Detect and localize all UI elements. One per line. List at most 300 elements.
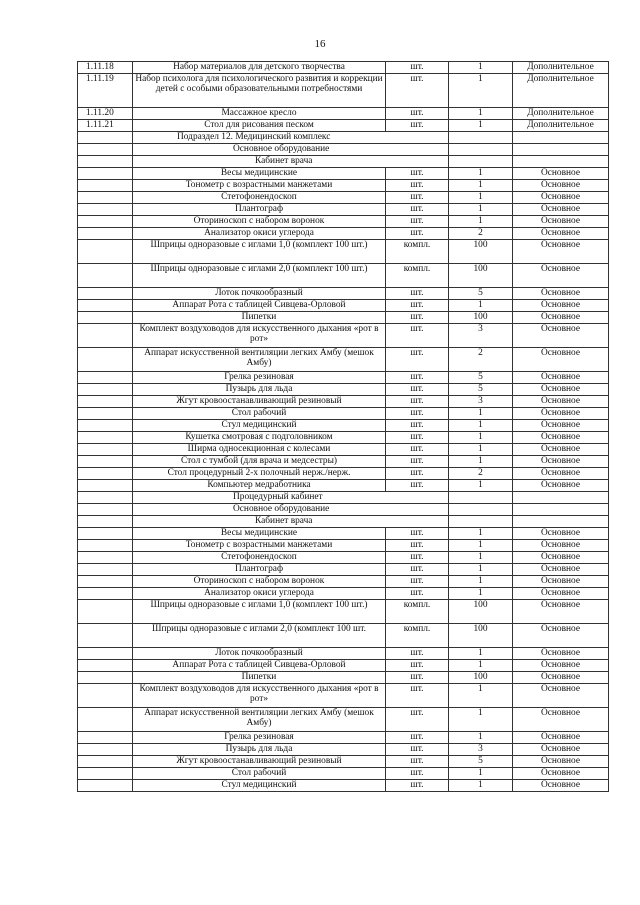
- table-row: [78, 228, 609, 240]
- item-unit: шт.: [386, 708, 449, 732]
- item-number: 1.11.20: [78, 108, 133, 120]
- table-row: [78, 768, 609, 780]
- item-name: Аппарат Рота с таблицей Сивцева-Орловой: [133, 660, 386, 672]
- table-row: [78, 648, 609, 660]
- item-quantity: 1: [449, 74, 513, 108]
- item-unit: шт.: [386, 480, 449, 492]
- empty-quantity-cell: [449, 144, 513, 156]
- item-unit: шт.: [386, 552, 449, 564]
- table-row: [78, 732, 609, 744]
- table-row: [78, 468, 609, 480]
- empty-type-cell: [513, 156, 609, 168]
- table-row: [78, 432, 609, 444]
- item-quantity: 1: [449, 408, 513, 420]
- item-quantity: 1: [449, 62, 513, 74]
- table-row: [78, 528, 609, 540]
- subsection-title: Основное оборудование: [133, 144, 449, 156]
- equipment-table-body: [78, 62, 609, 792]
- item-type: Основное: [513, 384, 609, 396]
- item-quantity: 1: [449, 648, 513, 660]
- table-row: [78, 312, 609, 324]
- item-quantity: 5: [449, 372, 513, 384]
- item-number: [78, 528, 133, 540]
- empty-type-cell: [513, 516, 609, 528]
- item-quantity: 1: [449, 420, 513, 432]
- item-quantity: 100: [449, 312, 513, 324]
- item-type: Основное: [513, 264, 609, 288]
- item-number: 1.11.21: [78, 120, 133, 132]
- table-row: [78, 348, 609, 372]
- item-number: [78, 432, 133, 444]
- item-unit: шт.: [386, 216, 449, 228]
- item-quantity: 1: [449, 180, 513, 192]
- item-quantity: 1: [449, 300, 513, 312]
- item-type: Основное: [513, 216, 609, 228]
- item-quantity: 1: [449, 552, 513, 564]
- item-unit: шт.: [386, 324, 449, 348]
- item-quantity: 5: [449, 384, 513, 396]
- item-type: Основное: [513, 396, 609, 408]
- subsection-title: Процедурный кабинет: [133, 492, 449, 504]
- item-number: [78, 180, 133, 192]
- item-unit: компл.: [386, 240, 449, 264]
- item-type: Основное: [513, 684, 609, 708]
- item-type: Основное: [513, 288, 609, 300]
- item-unit: шт.: [386, 684, 449, 708]
- table-row: [78, 180, 609, 192]
- empty-quantity-cell: [449, 156, 513, 168]
- item-name: Весы медицинские: [133, 168, 386, 180]
- table-row: [78, 744, 609, 756]
- table-row: [78, 62, 609, 74]
- table-row: [78, 216, 609, 228]
- item-unit: шт.: [386, 348, 449, 372]
- item-name: Стул медицинский: [133, 780, 386, 792]
- item-type: Основное: [513, 768, 609, 780]
- item-number: [78, 312, 133, 324]
- item-quantity: 1: [449, 732, 513, 744]
- item-number: [78, 780, 133, 792]
- empty-quantity-cell: [449, 132, 513, 144]
- empty-number-cell: [78, 144, 133, 156]
- item-unit: шт.: [386, 108, 449, 120]
- item-quantity: 1: [449, 768, 513, 780]
- item-name: Плантограф: [133, 564, 386, 576]
- item-name: Анализатор окиси углерода: [133, 228, 386, 240]
- table-row: [78, 408, 609, 420]
- item-number: [78, 756, 133, 768]
- item-number: [78, 600, 133, 624]
- item-number: [78, 444, 133, 456]
- item-type: Основное: [513, 300, 609, 312]
- group-title: Кабинет врача: [133, 516, 449, 528]
- item-name: Грелка резиновая: [133, 732, 386, 744]
- item-quantity: 1: [449, 444, 513, 456]
- table-row: [78, 396, 609, 408]
- item-name: Анализатор окиси углерода: [133, 588, 386, 600]
- item-name: Пипетки: [133, 672, 386, 684]
- item-name: Жгут кровоостанавливающий резиновый: [133, 756, 386, 768]
- table-row: [78, 204, 609, 216]
- item-quantity: 1: [449, 588, 513, 600]
- item-unit: шт.: [386, 420, 449, 432]
- item-number: [78, 396, 133, 408]
- item-name: Стул медицинский: [133, 420, 386, 432]
- item-type: Основное: [513, 456, 609, 468]
- item-quantity: 2: [449, 228, 513, 240]
- item-number: [78, 384, 133, 396]
- item-number: [78, 300, 133, 312]
- item-number: 1.11.18: [78, 62, 133, 74]
- item-type: Основное: [513, 204, 609, 216]
- subsection-header-row: [78, 492, 609, 504]
- table-row: [78, 780, 609, 792]
- item-name: Комплект воздуховодов для искусственного дыхания «рот в рот»: [133, 684, 386, 708]
- item-name: Компьютер медработника: [133, 480, 386, 492]
- item-quantity: 1: [449, 192, 513, 204]
- item-unit: шт.: [386, 288, 449, 300]
- item-type: Основное: [513, 468, 609, 480]
- item-number: [78, 684, 133, 708]
- item-unit: шт.: [386, 468, 449, 480]
- item-name: Кушетка смотровая с подголовником: [133, 432, 386, 444]
- item-name: Шприцы одноразовые с иглами 2,0 (комплект 100 шт.): [133, 264, 386, 288]
- empty-number-cell: [78, 504, 133, 516]
- item-quantity: 1: [449, 660, 513, 672]
- item-quantity: 3: [449, 744, 513, 756]
- item-number: [78, 288, 133, 300]
- item-number: [78, 456, 133, 468]
- item-type: Основное: [513, 408, 609, 420]
- section-title: Подраздел 12. Медицинский комплекс: [133, 132, 449, 144]
- table-row: [78, 672, 609, 684]
- item-number: [78, 768, 133, 780]
- item-type: Основное: [513, 756, 609, 768]
- item-quantity: 1: [449, 216, 513, 228]
- empty-type-cell: [513, 132, 609, 144]
- item-number: [78, 744, 133, 756]
- item-name: Аппарат искусственной вентиляции легких Амбу (мешок Амбу): [133, 708, 386, 732]
- item-quantity: 100: [449, 672, 513, 684]
- table-row: [78, 588, 609, 600]
- table-row: [78, 480, 609, 492]
- item-type: Основное: [513, 168, 609, 180]
- item-unit: шт.: [386, 648, 449, 660]
- subsection-header-row: [78, 504, 609, 516]
- item-quantity: 100: [449, 264, 513, 288]
- item-unit: шт.: [386, 396, 449, 408]
- section-header-row: [78, 132, 609, 144]
- item-name: Стол процедурный 2-х полочный нерж./нерж.: [133, 468, 386, 480]
- item-quantity: 1: [449, 684, 513, 708]
- item-unit: шт.: [386, 756, 449, 768]
- item-type: Основное: [513, 588, 609, 600]
- item-quantity: 1: [449, 540, 513, 552]
- item-number: [78, 564, 133, 576]
- item-unit: шт.: [386, 384, 449, 396]
- item-name: Аппарат искусственной вентиляции легких Амбу (мешок Амбу): [133, 348, 386, 372]
- item-name: Стол для рисования песком: [133, 120, 386, 132]
- item-type: Основное: [513, 180, 609, 192]
- table-row: [78, 600, 609, 624]
- item-number: [78, 672, 133, 684]
- item-quantity: 1: [449, 168, 513, 180]
- item-type: Основное: [513, 324, 609, 348]
- item-unit: шт.: [386, 576, 449, 588]
- item-type: Основное: [513, 600, 609, 624]
- item-unit: шт.: [386, 456, 449, 468]
- item-unit: шт.: [386, 732, 449, 744]
- item-type: Основное: [513, 552, 609, 564]
- table-row: [78, 372, 609, 384]
- item-unit: шт.: [386, 312, 449, 324]
- item-unit: шт.: [386, 372, 449, 384]
- item-type: Основное: [513, 192, 609, 204]
- empty-type-cell: [513, 504, 609, 516]
- item-number: [78, 732, 133, 744]
- item-type: Основное: [513, 312, 609, 324]
- item-unit: шт.: [386, 444, 449, 456]
- item-number: [78, 468, 133, 480]
- item-name: Набор психолога для психологического развития и коррекции детей с особыми образовательными потребностями: [133, 74, 386, 108]
- item-name: Стетофонендоскоп: [133, 552, 386, 564]
- item-name: Весы медицинские: [133, 528, 386, 540]
- item-unit: шт.: [386, 564, 449, 576]
- item-name: Стетофонендоскоп: [133, 192, 386, 204]
- item-name: Шприцы одноразовые с иглами 1,0 (комплект 100 шт.): [133, 240, 386, 264]
- item-unit: шт.: [386, 192, 449, 204]
- item-type: Основное: [513, 672, 609, 684]
- item-name: Шприцы одноразовые с иглами 1,0 (комплект 100 шт.): [133, 600, 386, 624]
- item-unit: шт.: [386, 120, 449, 132]
- item-name: Грелка резиновая: [133, 372, 386, 384]
- table-row: [78, 108, 609, 120]
- table-row: [78, 300, 609, 312]
- item-number: [78, 324, 133, 348]
- item-number: [78, 420, 133, 432]
- item-number: [78, 588, 133, 600]
- item-quantity: 1: [449, 780, 513, 792]
- item-name: Набор материалов для детского творчества: [133, 62, 386, 74]
- group-header-row: [78, 516, 609, 528]
- item-unit: шт.: [386, 660, 449, 672]
- item-type: Основное: [513, 708, 609, 732]
- item-quantity: 1: [449, 708, 513, 732]
- item-quantity: 3: [449, 396, 513, 408]
- item-name: Стол рабочий: [133, 768, 386, 780]
- item-quantity: 1: [449, 564, 513, 576]
- empty-type-cell: [513, 144, 609, 156]
- item-number: [78, 648, 133, 660]
- table-row: [78, 756, 609, 768]
- item-type: Основное: [513, 444, 609, 456]
- table-row: [78, 444, 609, 456]
- item-quantity: 1: [449, 576, 513, 588]
- subsection-title: Основное оборудование: [133, 504, 449, 516]
- item-unit: шт.: [386, 588, 449, 600]
- table-row: [78, 624, 609, 648]
- item-unit: шт.: [386, 408, 449, 420]
- item-type: Основное: [513, 744, 609, 756]
- item-type: Дополнительное: [513, 108, 609, 120]
- item-quantity: 1: [449, 204, 513, 216]
- item-number: [78, 624, 133, 648]
- item-unit: компл.: [386, 624, 449, 648]
- item-number: [78, 192, 133, 204]
- item-quantity: 5: [449, 756, 513, 768]
- item-quantity: 1: [449, 480, 513, 492]
- item-name: Лоток почкообразный: [133, 648, 386, 660]
- item-number: [78, 660, 133, 672]
- empty-quantity-cell: [449, 516, 513, 528]
- table-row: [78, 540, 609, 552]
- item-name: Лоток почкообразный: [133, 288, 386, 300]
- item-unit: шт.: [386, 432, 449, 444]
- empty-quantity-cell: [449, 492, 513, 504]
- item-type: Основное: [513, 780, 609, 792]
- table-row: [78, 660, 609, 672]
- table-row: [78, 456, 609, 468]
- table-row: [78, 564, 609, 576]
- item-quantity: 1: [449, 108, 513, 120]
- subsection-header-row: [78, 144, 609, 156]
- item-number: [78, 168, 133, 180]
- item-number: [78, 348, 133, 372]
- item-name: Оториноскоп с набором воронок: [133, 216, 386, 228]
- item-quantity: 100: [449, 240, 513, 264]
- table-row: [78, 420, 609, 432]
- item-name: Пузырь для льда: [133, 744, 386, 756]
- empty-type-cell: [513, 492, 609, 504]
- item-number: [78, 540, 133, 552]
- item-type: Основное: [513, 372, 609, 384]
- table-row: [78, 74, 609, 108]
- item-number: [78, 708, 133, 732]
- empty-quantity-cell: [449, 504, 513, 516]
- item-quantity: 1: [449, 456, 513, 468]
- page-number: 16: [314, 38, 326, 50]
- equipment-table: [77, 61, 609, 792]
- item-unit: компл.: [386, 264, 449, 288]
- item-unit: шт.: [386, 180, 449, 192]
- item-unit: шт.: [386, 768, 449, 780]
- item-quantity: 5: [449, 288, 513, 300]
- item-number: [78, 408, 133, 420]
- item-name: Оториноскоп с набором воронок: [133, 576, 386, 588]
- item-name: Массажное кресло: [133, 108, 386, 120]
- item-number: 1.11.19: [78, 74, 133, 108]
- item-type: Основное: [513, 564, 609, 576]
- item-unit: шт.: [386, 168, 449, 180]
- item-number: [78, 576, 133, 588]
- item-unit: шт.: [386, 62, 449, 74]
- table-row: [78, 384, 609, 396]
- item-type: Основное: [513, 420, 609, 432]
- item-name: Пипетки: [133, 312, 386, 324]
- item-unit: шт.: [386, 74, 449, 108]
- table-row: [78, 708, 609, 732]
- group-header-row: [78, 156, 609, 168]
- item-name: Пузырь для льда: [133, 384, 386, 396]
- item-name: Ширма односекционная с колесами: [133, 444, 386, 456]
- item-quantity: 100: [449, 600, 513, 624]
- table-row: [78, 684, 609, 708]
- item-type: Основное: [513, 660, 609, 672]
- item-type: Основное: [513, 576, 609, 588]
- item-quantity: 1: [449, 432, 513, 444]
- empty-number-cell: [78, 492, 133, 504]
- item-name: Тонометр с возрастными манжетами: [133, 180, 386, 192]
- item-number: [78, 480, 133, 492]
- item-name: Стол с тумбой (для врача и медсестры): [133, 456, 386, 468]
- table-row: [78, 552, 609, 564]
- item-quantity: 100: [449, 624, 513, 648]
- item-quantity: 1: [449, 120, 513, 132]
- item-unit: шт.: [386, 744, 449, 756]
- item-quantity: 1: [449, 528, 513, 540]
- item-type: Дополнительное: [513, 120, 609, 132]
- item-type: Дополнительное: [513, 62, 609, 74]
- item-unit: шт.: [386, 204, 449, 216]
- item-quantity: 2: [449, 348, 513, 372]
- table-row: [78, 168, 609, 180]
- item-name: Жгут кровоостанавливающий резиновый: [133, 396, 386, 408]
- item-unit: шт.: [386, 228, 449, 240]
- group-title: Кабинет врача: [133, 156, 449, 168]
- item-number: [78, 204, 133, 216]
- item-type: Основное: [513, 648, 609, 660]
- table-row: [78, 324, 609, 348]
- item-type: Основное: [513, 528, 609, 540]
- item-number: [78, 264, 133, 288]
- empty-number-cell: [78, 132, 133, 144]
- item-quantity: 2: [449, 468, 513, 480]
- item-name: Аппарат Рота с таблицей Сивцева-Орловой: [133, 300, 386, 312]
- item-number: [78, 372, 133, 384]
- item-quantity: 3: [449, 324, 513, 348]
- table-row: [78, 120, 609, 132]
- empty-number-cell: [78, 156, 133, 168]
- item-number: [78, 228, 133, 240]
- item-type: Основное: [513, 540, 609, 552]
- table-row: [78, 264, 609, 288]
- table-row: [78, 240, 609, 264]
- item-name: Комплект воздуховодов для искусственного дыхания «рот в рот»: [133, 324, 386, 348]
- item-name: Плантограф: [133, 204, 386, 216]
- item-type: Основное: [513, 732, 609, 744]
- item-type: Основное: [513, 228, 609, 240]
- item-number: [78, 216, 133, 228]
- item-number: [78, 240, 133, 264]
- item-type: Основное: [513, 432, 609, 444]
- item-name: Тонометр с возрастными манжетами: [133, 540, 386, 552]
- item-type: Основное: [513, 240, 609, 264]
- item-unit: шт.: [386, 300, 449, 312]
- item-unit: шт.: [386, 672, 449, 684]
- empty-number-cell: [78, 516, 133, 528]
- item-unit: шт.: [386, 540, 449, 552]
- item-name: Стол рабочий: [133, 408, 386, 420]
- item-unit: шт.: [386, 780, 449, 792]
- item-type: Дополнительное: [513, 74, 609, 108]
- item-type: Основное: [513, 480, 609, 492]
- item-type: Основное: [513, 348, 609, 372]
- item-name: Шприцы одноразовые с иглами 2,0 (комплект 100 шт.: [133, 624, 386, 648]
- table-row: [78, 288, 609, 300]
- item-type: Основное: [513, 624, 609, 648]
- table-row: [78, 192, 609, 204]
- item-unit: компл.: [386, 600, 449, 624]
